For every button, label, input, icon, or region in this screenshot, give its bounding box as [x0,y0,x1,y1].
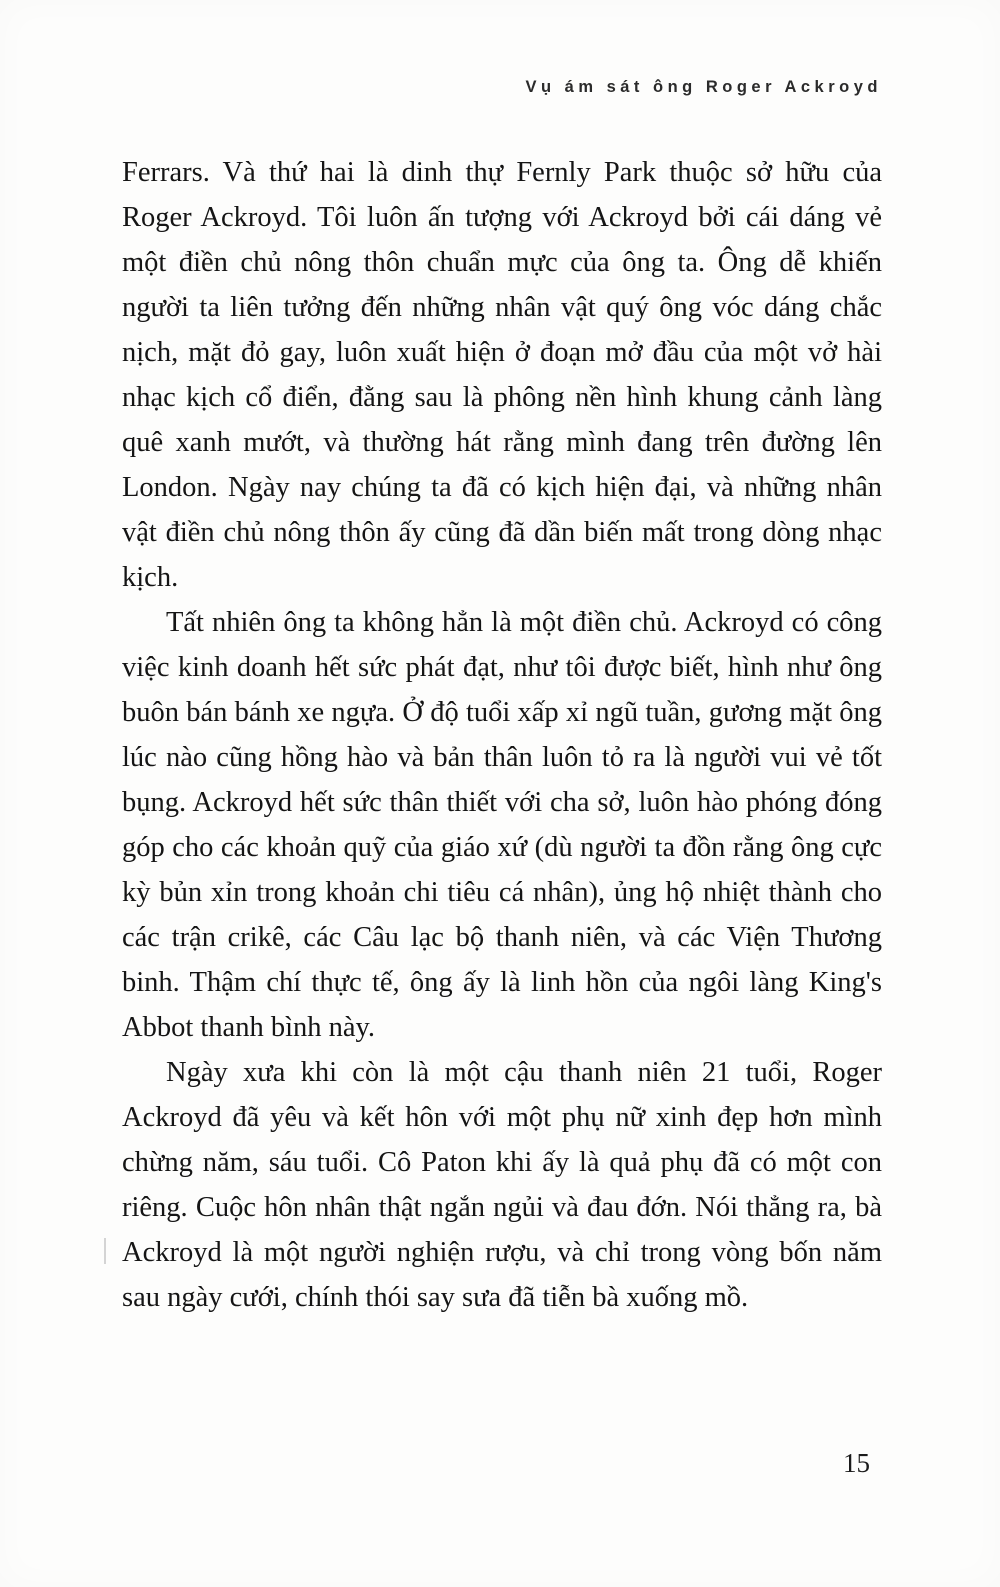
page-number: 15 [843,1448,870,1478]
paragraph-1: Ferrars. Và thứ hai là dinh thự Fernly Park thuộc sở hữu của Roger Ackroyd. Tôi luôn ấn tượng với Ackroyd bởi cái dáng vẻ một điền chủ nông thôn chuẩn mực của ông ta. Ông dễ khiến người ta liên tưởng đến những nhân vật quý ông vóc dáng chắc nịch, mặt đỏ gay, luôn xuất hiện ở đoạn mở đầu của một vở hài nhạc kịch cổ điển, đằng sau là phông nền hình khung cảnh làng quê xanh mướt, và thường hát rằng mình đang trên đường lên London. Ngày nay chúng ta đã có kịch hiện đại, và những nhân vật điền chủ nông thôn ấy cũng đã dần biến mất trong dòng nhạc kịch. [122,157,882,593]
paragraph-3: Ngày xưa khi còn là một cậu thanh niên 21 tuổi, Roger Ackroyd đã yêu và kết hôn với một phụ nữ xinh đẹp hơn mình chừng năm, sáu tuổi. Cô Paton khi ấy là quả phụ đã có một con riêng. Cuộc hôn nhân thật ngắn ngủi và đau đớn. Nói thẳng ra, bà Ackroyd là một người nghiện rượu, và chỉ trong vòng bốn năm sau ngày cưới, chính thói say sưa đã tiễn bà xuống mồ. [122,1057,882,1313]
running-header: Vụ ám sát ông Roger Ackroyd [525,78,882,96]
paragraph-2: Tất nhiên ông ta không hẳn là một điền chủ. Ackroyd có công việc kinh doanh hết sức phát đạt, như tôi được biết, hình như ông buôn bán bánh xe ngựa. Ở độ tuổi xấp xỉ ngũ tuần, gương mặt ông lúc nào cũng hồng hào và bản thân luôn tỏ ra là người vui vẻ tốt bụng. Ackroyd hết sức thân thiết với cha sở, luôn hào phóng đóng góp cho các khoản quỹ của giáo xứ (dù người ta đồn rằng ông cực kỳ bủn xỉn trong khoản chi tiêu cá nhân), ủng hộ nhiệt thành cho các trận crikê, các Câu lạc bộ thanh niên, và các Viện Thương binh. Thậm chí thực tế, ông ấy là linh hồn của ngôi làng King's Abbot thanh bình này. [122,607,882,1043]
page-body [122,150,882,1320]
scan-artifact [104,1238,106,1264]
